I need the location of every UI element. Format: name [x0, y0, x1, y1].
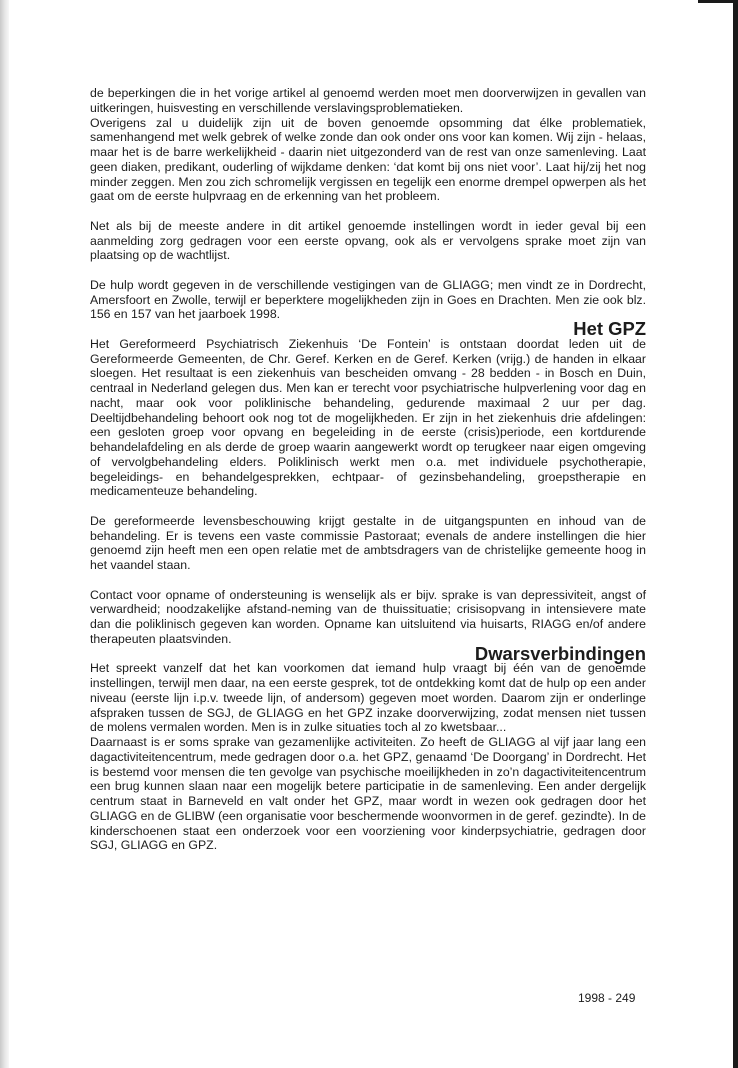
scan-edge-right — [733, 0, 738, 1068]
paragraph-gezamenlijke-activiteiten: Daarnaast is er soms sprake van gezamenlijke activiteiten. Zo heeft de GLIAGG al vijf jaar lang een dagactiviteitencentrum, mede gedragen door o.a. het GPZ, genaamd ‘De Doorgang’ in Dordrecht. Het is bestemd voor mensen die ten gevolge van psychische moeilijkheden in zo’n dagactiviteitencentrum een brug kunnen slaan naar een mogelijk betere participatie in de samenleving. Een ander dergelijk centrum staat in Barneveld en valt onder het GPZ, maar wordt in wezen ook gedragen door het GLIAGG en de GLIBW (een organisatie voor beschermende woonvormen in de geref. gezindte). In de kinderschoenen staat een onderzoek voor een voorziening voor kinderpsychiatrie, gedragen door SGJ, GLIAGG en GPZ. — [90, 735, 646, 853]
scan-edge-top — [698, 0, 738, 3]
heading-dwarsverbindingen: Dwarsverbindingen — [474, 642, 646, 664]
paragraph-problematiek: Overigens zal u duidelijk zijn uit de boven genoemde opsomming dat élke problematiek, samenhangend met welk gebrek of welke zonde dan ook onder ons voor kan komen. Wij zijn - helaas, maar het is de barre werkelijkheid - daarin niet uitgezonderd van de rest van onze samenleving. Laat geen diaken, predikant, ouderling of wijkdame denken: ‘dat komt bij ons niet voor’. Laat hij/zij het nog minder zeggen. Men zou zich schromelijk vergissen en tegelijk een enorme drempel opwerpen als het gaat om de eerste hulpvraag en de erkenning van het probleem. — [90, 115, 646, 204]
paragraph-gliagg-vestigingen: De hulp wordt gegeven in de verschillende vestigingen van de GLIAGG; men vindt ze in Dordrecht, Amersfoort en Zwolle, terwijl er beperktere mogelijkheden zijn in Goes en Drachten. Men zie ook blz. 156 en 157 van het jaarboek 1998. — [90, 277, 646, 322]
paragraph-eerste-opvang: Net als bij de meeste andere in dit artikel genoemde instellingen wordt in ieder geval bij een aanmelding zorg gedragen voor een eerste opvang, ook als er vervolgens sprake moet zijn van plaatsing op de wachtlijst. — [90, 218, 646, 263]
scan-edge-left — [0, 0, 9, 1068]
paragraph-doorverwijzing: Het spreekt vanzelf dat het kan voorkomen dat iemand hulp vraagt bij één van de genoemde instellingen, terwijl men daar, na een eerste gesprek, tot de ontdekking komt dat de hulp op een ander niveau (eerste lijn i.p.v. tweede lijn, of andersom) gegeven moet worden. Daarom zijn er onderlinge afspraken tussen de SGJ, de GLIAGG en het GPZ inzake doorverwijzing, zodat mensen niet tussen de molens vermalen worden. Men is in zulke situaties toch al zo kwetsbaar... — [90, 661, 646, 735]
paragraph-gpz-ziekenhuis: Het Gereformeerd Psychiatrisch Ziekenhuis ‘De Fontein’ is ontstaan doordat leden uit de Gereformeerde Gemeenten, de Chr. Geref. Kerken en de Geref. Kerken (vrijg.) de handen in elkaar sloegen. Het resultaat is een ziekenhuis van bescheiden omvang - 28 bedden - in Bosch en Duin, centraal in Nederland gelegen dus. Men kan er terecht voor psychiatrische hulpverlening voor dag en nacht, maar ook voor poliklinische behandeling, gedurende maximaal 2 uur per dag. Deeltijdbehandeling behoort ook nog tot de mogelijkheden. Er zijn in het ziekenhuis drie afdelingen: een gesloten groep voor opvang en begeleiding in de eerste (crisis)periode, een kortdurende behandelafdeling en als derde de groep waarin aangewerkt wordt op terugkeer naar eigen omgeving of vervolgbehandeling elders. Poliklinisch werkt men o.a. met individuele psychotherapie, begeleidings- en behandelgesprekken, echtpaar- of gezinsbehandeling, groepstherapie en medicamenteuze behandeling. — [90, 336, 646, 499]
paragraph-contact-opname: Contact voor opname of ondersteuning is wenselijk als er bijv. sprake is van depressiviteit, angst of verwardheid; noodzakelijke afstand-neming van de thuissituatie; crisisopvang in intensievere mate dan die poliklinisch gegeven kan worden. Opname kan uitsluitend via huisarts, RIAGG en/of andere therapeuten plaatsvinden. — [90, 587, 646, 646]
page-number: 1998 - 249 — [578, 991, 636, 1005]
paragraph-verslaving: de beperkingen die in het vorige artikel al genoemd werden moet men doorverwijzen in gevallen van uitkeringen, huisvesting en verschillende verslavingsproblematieken. — [90, 86, 646, 115]
heading-gpz: Het GPZ — [573, 318, 646, 339]
paragraph-levensbeschouwing: De gereformeerde levensbeschouwing krijgt gestalte in de uitgangspunten en inhoud van de behandeling. Er is tevens een vaste commissie Pastoraat; evenals de andere instellingen die hier genoemd zijn heeft men een open relatie met de ambtsdragers van de christelijke gemeente hoog in het vaandel staan. — [90, 513, 646, 572]
page-text-column — [90, 86, 646, 853]
